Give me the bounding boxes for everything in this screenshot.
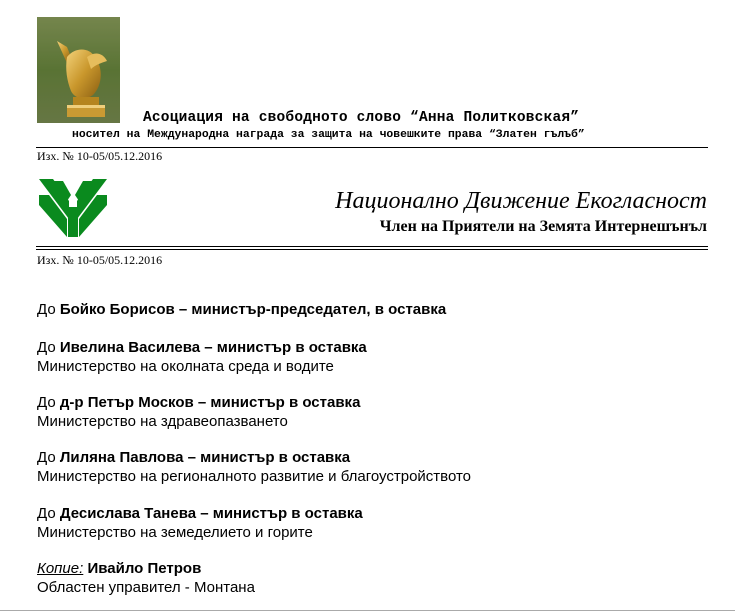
addressee-name: Десислава Танева – министър в оставка [59,505,363,522]
addressee-prefix: До [37,505,60,522]
organization-membership: Член на Приятели на Земята Интернешънъл [379,218,707,235]
copy-label: Копие: [37,560,84,577]
copy-recipient-role: Областен управител - Монтана [37,579,255,596]
header-divider [36,246,708,247]
ecoglasnost-logo [37,177,109,239]
addressee-block [37,338,367,376]
addressee-organization: Министерство на околната среда и водите [37,358,334,375]
addressee-name: Бойко Борисов – министър-председател, в оставка [59,301,447,318]
addressee-block [37,393,360,431]
addressee-organization: Министерство на здравеопазването [37,413,288,430]
addressee-prefix: До [37,449,60,466]
addressee-name: Лиляна Павлова – министър в оставка [59,449,351,466]
addressee-prefix: До [37,394,60,411]
header-divider [36,249,708,250]
addressee-organization: Министерство на земеделието и горите [37,524,313,541]
association-award-subtitle: носител на Международна награда за защита на човешките права “Златен гълъб” [72,129,585,141]
association-name: Асоциация на свободното слово “Анна Политковская” [143,110,580,126]
addressee-block [37,504,363,542]
organization-name: Национално Движение Екогласност [335,188,707,214]
addressee-name: Ивелина Василева – министър в оставка [59,339,367,356]
reference-number: Изх. № 10-05/05.12.2016 [37,253,163,267]
copy-recipient-name: Ивайло Петров [87,560,202,577]
addressee-block [37,448,471,486]
addressee-prefix: До [37,339,60,356]
addressee-prefix: До [37,301,60,318]
header-divider [36,147,708,148]
addressee-block [37,300,446,319]
copy-recipient-block [37,559,255,597]
addressee-name: д-р Петър Москов – министър в оставка [59,394,361,411]
addressee-organization: Министерство на регионалното развитие и благоустройството [37,468,472,485]
reference-number: Изх. № 10-05/05.12.2016 [37,149,163,163]
golden-dove-award-photo [37,17,120,123]
page-bottom-edge [0,610,735,611]
